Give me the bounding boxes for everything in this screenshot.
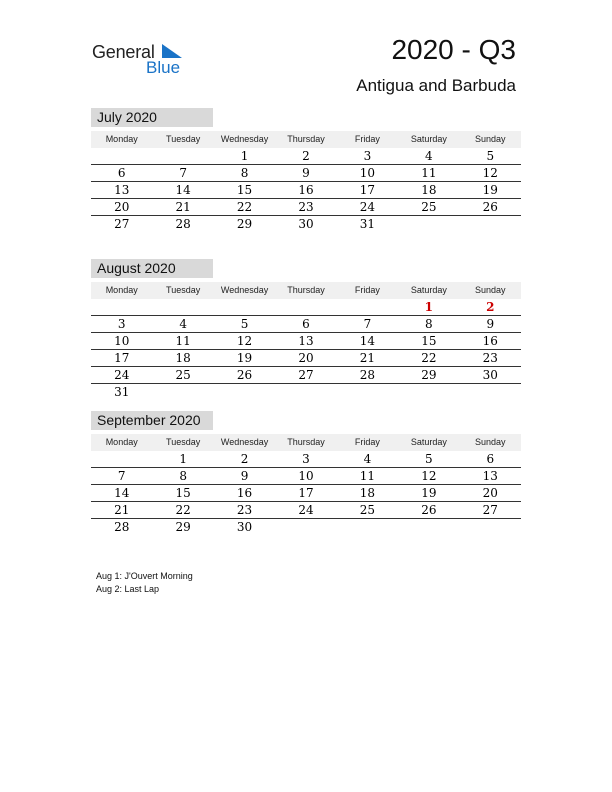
day-cell: 13 (482, 469, 498, 483)
empty-day-cell (152, 299, 213, 315)
empty-day-cell (214, 384, 275, 400)
empty-day-cell (398, 216, 459, 232)
empty-day-cell (460, 216, 521, 232)
day-cell: 11 (421, 166, 437, 180)
brand-general-text: General (92, 42, 155, 62)
day-cell: 20 (298, 351, 314, 365)
day-cell: 25 (421, 200, 437, 214)
day-cell: 21 (359, 351, 376, 365)
weekday-label: Friday (354, 134, 380, 144)
day-cell: 11 (359, 469, 376, 483)
day-cell: 15 (175, 486, 191, 500)
month-label: August 2020 (91, 259, 213, 278)
weekday-label: Monday (105, 285, 138, 295)
empty-day-cell (214, 299, 275, 315)
day-cell: 21 (175, 200, 191, 214)
day-cell: 1 (240, 149, 249, 163)
day-cell: 15 (421, 334, 437, 348)
day-cell: 8 (240, 166, 249, 180)
day-cell: 13 (298, 334, 314, 348)
day-cell: 27 (298, 368, 314, 382)
day-cell: 19 (421, 486, 437, 500)
day-cell: 3 (117, 317, 126, 331)
day-cell: 29 (236, 217, 253, 231)
day-cell: 16 (236, 486, 253, 500)
day-cell: 4 (179, 317, 187, 331)
empty-day-cell (275, 299, 336, 315)
week-row (91, 199, 521, 216)
day-cell: 7 (117, 469, 126, 483)
empty-day-cell (91, 148, 152, 164)
day-cell: 18 (421, 183, 437, 197)
day-cell: 24 (298, 503, 314, 517)
day-cell: 28 (114, 520, 130, 534)
day-cell: 1 (179, 452, 187, 466)
empty-day-cell (91, 451, 152, 467)
weekday-label: Tuesday (166, 437, 201, 447)
weekday-label: Thursday (287, 134, 325, 144)
week-row (91, 148, 521, 165)
day-cell: 12 (482, 166, 498, 180)
brand-blue-text: Blue (146, 58, 181, 77)
week-row (91, 182, 521, 199)
week-row (91, 165, 521, 182)
day-cell: 15 (236, 183, 253, 197)
holiday-note: Aug 1: J'Ouvert Morning (96, 571, 193, 581)
day-cell: 30 (298, 217, 314, 231)
empty-day-cell (460, 384, 521, 400)
day-cell: 28 (359, 368, 376, 382)
day-cell: 2 (486, 300, 495, 314)
week-row (91, 367, 521, 384)
day-cell: 11 (175, 334, 191, 348)
brand-triangle-icon (162, 44, 184, 58)
day-cell: 22 (175, 503, 191, 517)
day-cell: 26 (482, 200, 498, 214)
day-cell: 9 (486, 317, 495, 331)
day-cell: 5 (486, 149, 495, 163)
week-row (91, 468, 521, 485)
empty-day-cell (275, 519, 336, 535)
day-cell: 3 (363, 149, 372, 163)
day-cell: 10 (359, 166, 376, 180)
day-cell: 23 (482, 351, 498, 365)
week-row (91, 451, 521, 468)
week-row (91, 384, 521, 400)
day-cell: 4 (363, 452, 372, 466)
week-row (91, 316, 521, 333)
holiday-note: Aug 2: Last Lap (96, 584, 160, 594)
day-cell: 12 (421, 469, 437, 483)
holiday-notes (96, 570, 193, 596)
empty-day-cell (337, 384, 398, 400)
weekday-label: Monday (105, 437, 138, 447)
day-cell: 2 (240, 452, 249, 466)
weekday-label: Wednesday (220, 134, 269, 144)
day-cell: 14 (114, 486, 130, 500)
day-cell: 20 (482, 486, 498, 500)
empty-day-cell (337, 519, 398, 535)
day-cell: 22 (236, 200, 253, 214)
day-cell: 17 (114, 351, 130, 365)
day-cell: 28 (175, 217, 191, 231)
week-row (91, 519, 521, 535)
empty-day-cell (398, 519, 459, 535)
day-cell: 6 (117, 166, 126, 180)
day-cell: 13 (114, 183, 130, 197)
day-cell: 5 (425, 452, 433, 466)
day-cell: 14 (359, 334, 376, 348)
weekday-label: Friday (354, 437, 380, 447)
day-cell: 6 (486, 452, 495, 466)
day-cell: 27 (114, 217, 130, 231)
day-cell: 25 (175, 368, 191, 382)
day-cell: 17 (298, 486, 314, 500)
weekday-label: Sunday (475, 134, 506, 144)
day-cell: 3 (302, 452, 310, 466)
week-row (91, 299, 521, 316)
weekday-label: Saturday (410, 437, 447, 447)
empty-day-cell (152, 384, 213, 400)
weekday-header-row (91, 434, 521, 451)
weekday-label: Monday (105, 134, 138, 144)
day-cell: 30 (482, 368, 498, 382)
day-cell: 20 (114, 200, 130, 214)
weekday-label: Wednesday (220, 285, 269, 295)
page-title: 2020 - Q3 (391, 34, 516, 65)
day-cell: 18 (359, 486, 376, 500)
month-august (91, 259, 521, 400)
day-cell: 12 (236, 334, 253, 348)
day-cell: 1 (424, 300, 434, 314)
day-cell: 18 (175, 351, 191, 365)
day-cell: 21 (114, 503, 130, 517)
day-cell: 5 (240, 317, 249, 331)
day-cell: 16 (482, 334, 498, 348)
day-cell: 14 (175, 183, 191, 197)
weekday-label: Tuesday (166, 285, 201, 295)
day-cell: 2 (302, 149, 310, 163)
weekday-header-row (91, 282, 521, 299)
week-row (91, 502, 521, 519)
empty-day-cell (275, 384, 336, 400)
day-cell: 25 (359, 503, 376, 517)
country-name: Antigua and Barbuda (356, 76, 516, 95)
week-row (91, 350, 521, 367)
day-cell: 6 (302, 317, 310, 331)
day-cell: 10 (298, 469, 314, 483)
day-cell: 10 (114, 334, 130, 348)
month-july (91, 108, 521, 232)
empty-day-cell (91, 299, 152, 315)
month-label: July 2020 (91, 108, 213, 127)
day-cell: 8 (425, 317, 433, 331)
weekday-label: Sunday (475, 437, 506, 447)
day-cell: 9 (302, 166, 310, 180)
week-row (91, 216, 521, 232)
weekday-label: Friday (354, 285, 380, 295)
day-cell: 31 (114, 385, 130, 399)
empty-day-cell (398, 384, 459, 400)
day-cell: 30 (236, 520, 253, 534)
day-cell: 17 (359, 183, 376, 197)
day-cell: 23 (298, 200, 314, 214)
empty-day-cell (152, 148, 213, 164)
weekday-label: Saturday (410, 134, 447, 144)
weekday-label: Tuesday (166, 134, 201, 144)
brand-logo (92, 40, 192, 80)
week-row (91, 333, 521, 350)
day-cell: 23 (236, 503, 253, 517)
day-cell: 31 (359, 217, 376, 231)
day-cell: 24 (114, 368, 130, 382)
day-cell: 26 (421, 503, 437, 517)
day-cell: 7 (363, 317, 372, 331)
day-cell: 27 (482, 503, 498, 517)
day-cell: 19 (482, 183, 498, 197)
empty-day-cell (337, 299, 398, 315)
day-cell: 22 (421, 351, 437, 365)
weekday-header-row (91, 131, 521, 148)
weekday-label: Thursday (287, 285, 325, 295)
day-cell: 24 (359, 200, 376, 214)
day-cell: 8 (179, 469, 187, 483)
day-cell: 29 (175, 520, 191, 534)
day-cell: 4 (425, 149, 433, 163)
empty-day-cell (460, 519, 521, 535)
weekday-label: Sunday (475, 285, 506, 295)
weekday-label: Saturday (410, 285, 447, 295)
day-cell: 7 (179, 166, 187, 180)
month-september (91, 411, 521, 535)
day-cell: 19 (236, 351, 253, 365)
weekday-label: Wednesday (220, 437, 269, 447)
day-cell: 29 (421, 368, 437, 382)
weekday-label: Thursday (287, 437, 325, 447)
week-row (91, 485, 521, 502)
day-cell: 16 (298, 183, 314, 197)
day-cell: 26 (236, 368, 253, 382)
month-label: September 2020 (91, 411, 213, 430)
day-cell: 9 (240, 469, 249, 483)
